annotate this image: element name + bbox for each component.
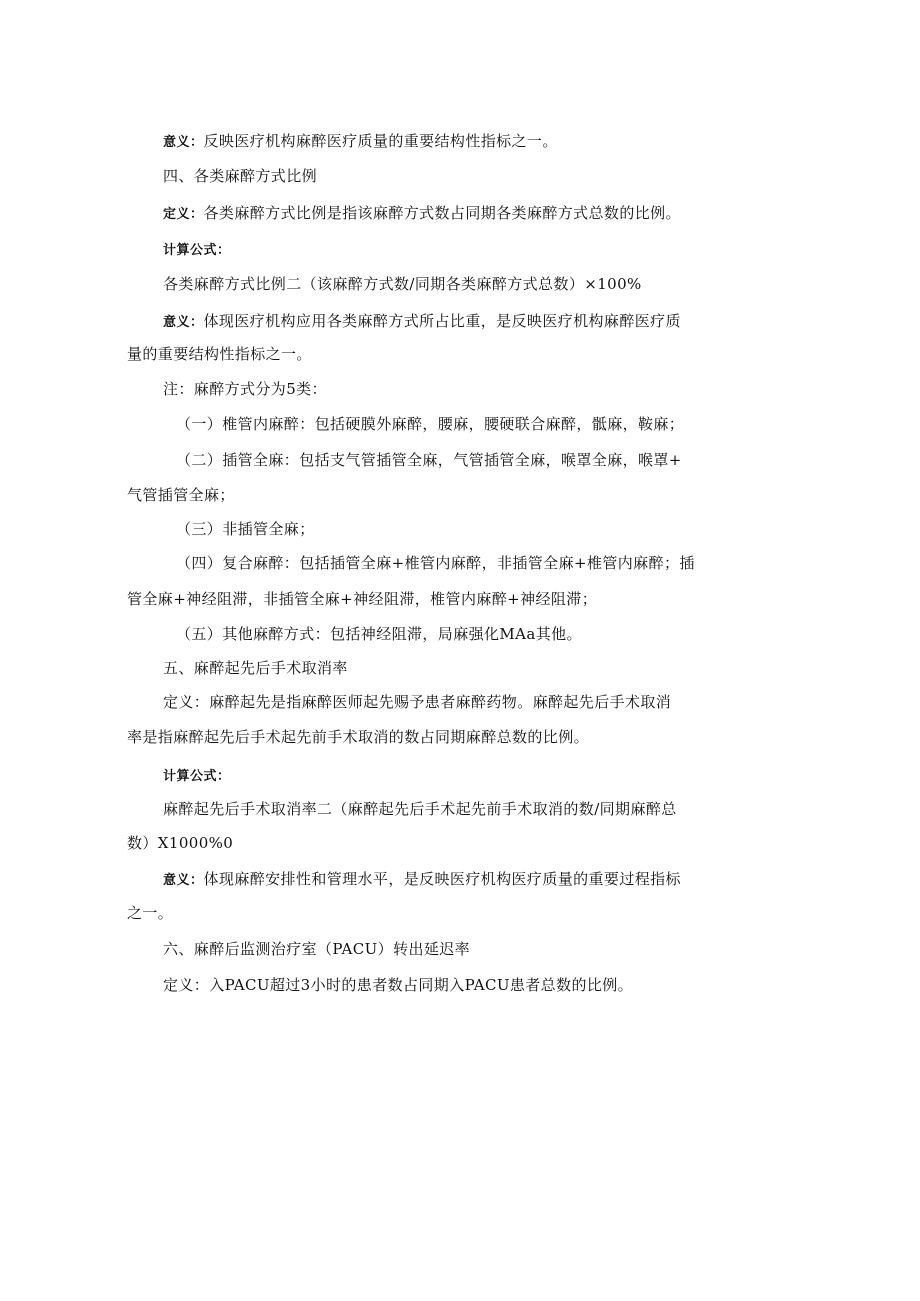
significance-text: 反映医疗机构麻醉医疗质量的重要结构性指标之一。	[203, 132, 558, 150]
anesthesia-type-1: （一）椎管内麻醉：包括硬膜外麻醉，腰麻，腰硬联合麻醉，骶麻，鞍麻；	[176, 415, 685, 433]
note-line: 注：麻醉方式分为5类：	[163, 380, 327, 398]
significance-line-5a	[163, 869, 681, 891]
section-heading-5: 五、麻醉起先后手术取消率	[163, 659, 348, 677]
anesthesia-type-2b: 气管插管全麻；	[127, 486, 235, 504]
formula-line-5b: 数）X1000%0	[127, 834, 234, 852]
section-heading-6: 六、麻醉后监测治疗室（PACU）转出延迟率	[163, 940, 471, 958]
definition-line-6: 定义：入PACU超过3小时的患者数占同期入PACU患者总数的比例。	[163, 976, 634, 994]
significance-line-4b: 量的重要结构性指标之一。	[127, 345, 312, 363]
section-heading-4: 四、各类麻醉方式比例	[163, 167, 318, 185]
definition-text: 各类麻醉方式比例是指该麻醉方式数占同期各类麻醉方式总数的比例。	[203, 204, 681, 222]
formula-line-5a: 麻醉起先后手术取消率二（麻醉起先后手术起先前手术取消的数/同期麻醉总	[163, 800, 677, 818]
significance-line-3	[163, 131, 558, 153]
anesthesia-type-3: （三）非插管全麻；	[176, 520, 315, 538]
anesthesia-type-4b: 管全麻+神经阻滞，非插管全麻+神经阻滞，椎管内麻醉+神经阻滞；	[127, 590, 598, 608]
definition-line-5b: 率是指麻醉起先后手术起先前手术取消的数占同期麻醉总数的比例。	[127, 728, 590, 746]
significance-line-5b: 之一。	[127, 904, 174, 922]
significance-label: 意义：	[163, 315, 204, 330]
definition-line-4	[163, 203, 681, 225]
significance-text: 体现麻醉安排性和管理水平，是反映医疗机构医疗质量的重要过程指标	[203, 870, 681, 888]
significance-label: 意义：	[163, 135, 204, 150]
significance-line-4a	[163, 311, 681, 333]
definition-label: 定义：	[163, 207, 204, 222]
anesthesia-type-5: （五）其他麻醉方式：包括神经阻滞，局麻强化MAa其他。	[176, 625, 582, 643]
anesthesia-type-2a: （二）插管全麻：包括支气管插管全麻，气管插管全麻，喉罩全麻，喉罩+	[176, 451, 682, 469]
significance-label: 意义：	[163, 873, 204, 888]
formula-label-5: 计算公式：	[163, 769, 231, 784]
anesthesia-type-4a: （四）复合麻醉：包括插管全麻+椎管内麻醉，非插管全麻+椎管内麻醉；插	[176, 554, 695, 572]
significance-text: 体现医疗机构应用各类麻醉方式所占比重，是反映医疗机构麻醉医疗质	[203, 312, 681, 330]
definition-line-5a: 定义：麻醉起先是指麻醉医师起先赐予患者麻醉药物。麻醉起先后手术取消	[163, 693, 672, 711]
formula-label-4: 计算公式：	[163, 243, 231, 258]
formula-line-4: 各类麻醉方式比例二（该麻醉方式数/同期各类麻醉方式总数）×100%	[163, 275, 642, 293]
